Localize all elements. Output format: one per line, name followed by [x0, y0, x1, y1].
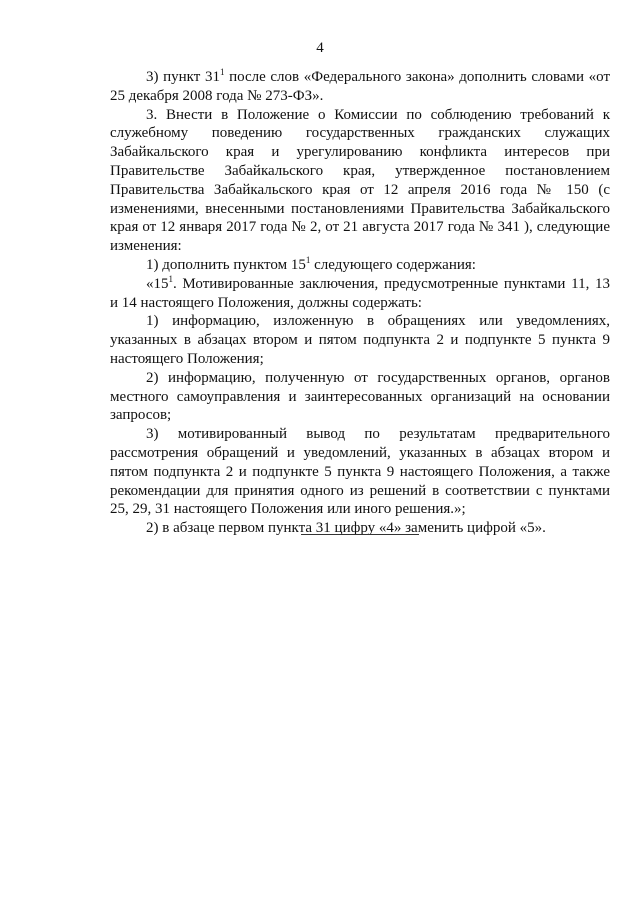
paragraph-subitem-2: 2) в абзаце первом пункта 31 цифру «4» заменить цифрой «5».	[146, 520, 546, 537]
paragraph-punkt-15-1: «$15^1$. Мотивированные заключения, предусмотренные пунктами 11, 13 и 14 настоящего Положения, должны содержать:	[110, 273, 610, 311]
page-number: 4	[316, 40, 324, 56]
closing-rule	[301, 534, 419, 535]
paragraph-section-3: 3. Внести в Положение о Комиссии по соблюдению требований к служебному поведению государственных гражданских служащих Забайкальского края и урегулированию конфликта интересов при Правительстве Забайкальского края, утвержденное постановлением Правительства Забайкальского края от 12 апреля 2016 года № 150 (с изменениями, внесенными постановлениями Правительства Забайкальского края от 12 января 2017 года № 2, от 21 августа 2017 года № 341 ), следующие изменения:	[110, 106, 610, 255]
paragraph-list-item-2: 2) информацию, полученную от государственных органов, органов местного самоуправления и заинтересованных организаций на основании запросов;	[110, 369, 610, 424]
paragraph-list-item-1: 1) информацию, изложенную в обращениях или уведомлениях, указанных в абзацах втором и пятом подпункта 2 и подпункте 5 пункта 9 настоящего Положения;	[110, 313, 610, 367]
document-body	[110, 68, 610, 538]
paragraph-item-3-punkt-31: 3) пункт $31^1$ после слов «Федерального закона» дополнить словами «от 25 декабря 2008 года № 273-ФЗ».	[110, 67, 611, 104]
paragraph-subitem-1: 1) дополнить пунктом $15^1$ следующего содержания:	[146, 254, 476, 273]
paragraph-list-item-3: 3) мотивированный вывод по результатам предварительного рассмотрения обращений и уведомлений, указанных в абзацах втором и пятом подпункта 2 и подпункте 5 пункта 9 настоящего Положения, а также рекомендации для принятия одного из решений в соответствии с пунктами 25, 29, 31 настоящего Положения или иного решения.»;	[110, 426, 610, 518]
